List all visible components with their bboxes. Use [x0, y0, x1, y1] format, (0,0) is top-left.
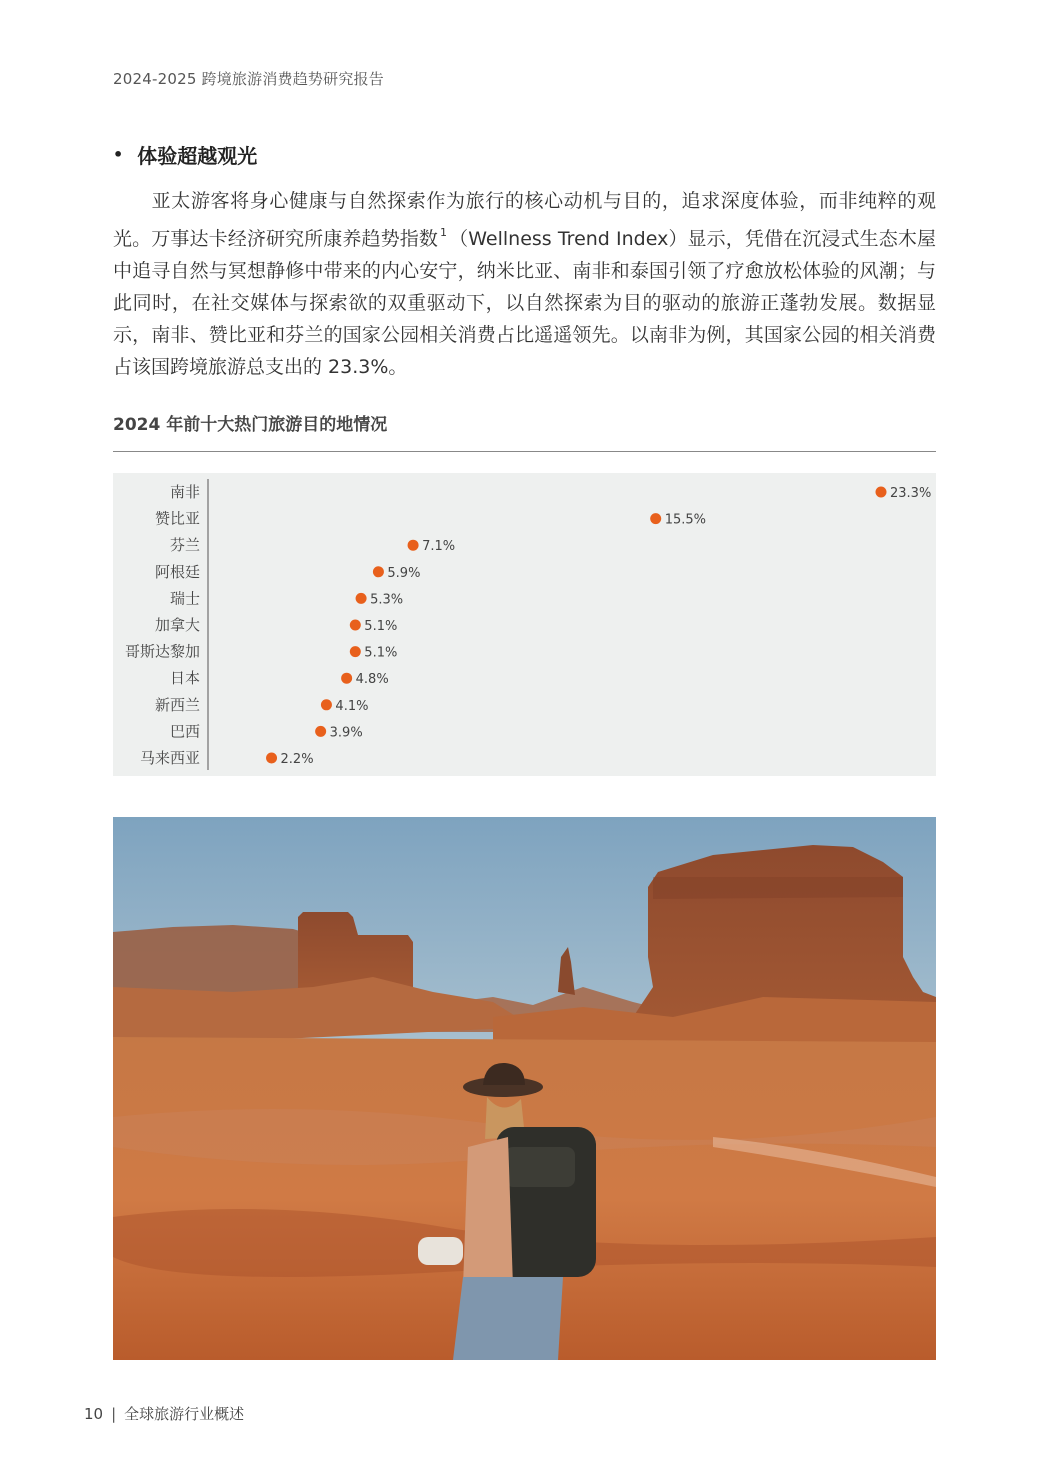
data-point	[266, 753, 277, 764]
dot-chart	[113, 473, 936, 776]
data-point	[350, 646, 361, 657]
section-heading-text: 体验超越观光	[137, 144, 258, 168]
hero-photo	[113, 817, 936, 1360]
section-heading	[113, 140, 257, 169]
running-header: 2024-2025 跨境旅游消费趋势研究报告	[113, 70, 384, 88]
category-label: 新西兰	[154, 695, 200, 714]
category-label: 芬兰	[169, 536, 200, 555]
footer-section-name: 全球旅游行业概述	[124, 1405, 245, 1423]
data-label: 2.2%	[280, 752, 314, 767]
data-point	[341, 673, 352, 684]
data-label: 5.1%	[364, 645, 398, 661]
data-point	[321, 699, 332, 710]
data-label: 3.9%	[329, 725, 363, 741]
data-label: 4.1%	[335, 698, 369, 714]
category-label: 瑞士	[169, 589, 200, 608]
category-label: 阿根廷	[154, 562, 200, 581]
paragraph-text-2: （Wellness Trend Index）显示，凭借在沉浸式生态木屋中追寻自然与冥想静修中带来的内心安宁，纳米比亚、南非和泰国引领了疗愈放松体验的风潮；与此同时，在社交媒体与探索欲的双重驱动下，以自然探索为目的驱动的旅游正蓬勃发展。数据显示，南非、赞比亚和芬兰的国家公园相关消费占比遥遥领先。以南非为例，其国家公园的相关消费占该国跨境旅游总支出的 23.3%。	[113, 228, 936, 378]
data-point	[876, 487, 887, 498]
chart-title: 2024 年前十大热门旅游目的地情况	[113, 415, 388, 435]
data-point	[350, 620, 361, 631]
category-label: 日本	[169, 669, 200, 688]
category-label: 南非	[169, 483, 200, 501]
category-label: 马来西亚	[139, 749, 200, 767]
data-point	[408, 540, 419, 551]
category-label: 巴西	[169, 722, 200, 741]
data-point	[315, 726, 326, 737]
data-label: 4.8%	[355, 672, 389, 688]
data-label: 5.1%	[364, 619, 398, 634]
footer-separator: |	[111, 1404, 117, 1423]
paragraph-text-1: 亚太游客将身心健康与自然探索作为旅行的核心动机与目的，追求深度体验，而非纯粹的观光。万事达卡经济研究所康养趋势指数	[113, 190, 936, 250]
data-label: 5.9%	[387, 565, 421, 581]
chart-divider	[113, 451, 936, 452]
category-label: 赞比亚	[154, 509, 200, 528]
category-label: 哥斯达黎加	[124, 642, 200, 661]
data-label: 15.5%	[664, 512, 707, 528]
data-point	[356, 593, 367, 604]
desert-landscape-image	[113, 817, 936, 1360]
bullet-icon: •	[113, 145, 124, 164]
footnote-mark[interactable]: 1	[440, 226, 448, 239]
page-footer	[84, 1403, 244, 1424]
page-number: 10	[84, 1404, 104, 1423]
data-point	[650, 513, 661, 524]
category-label: 加拿大	[154, 616, 200, 634]
dot-chart-svg	[113, 473, 936, 776]
data-label: 7.1%	[422, 539, 456, 555]
body-paragraph	[113, 185, 936, 383]
data-label: 5.3%	[370, 592, 404, 608]
data-label: 23.3%	[890, 486, 932, 501]
data-point	[373, 566, 384, 577]
